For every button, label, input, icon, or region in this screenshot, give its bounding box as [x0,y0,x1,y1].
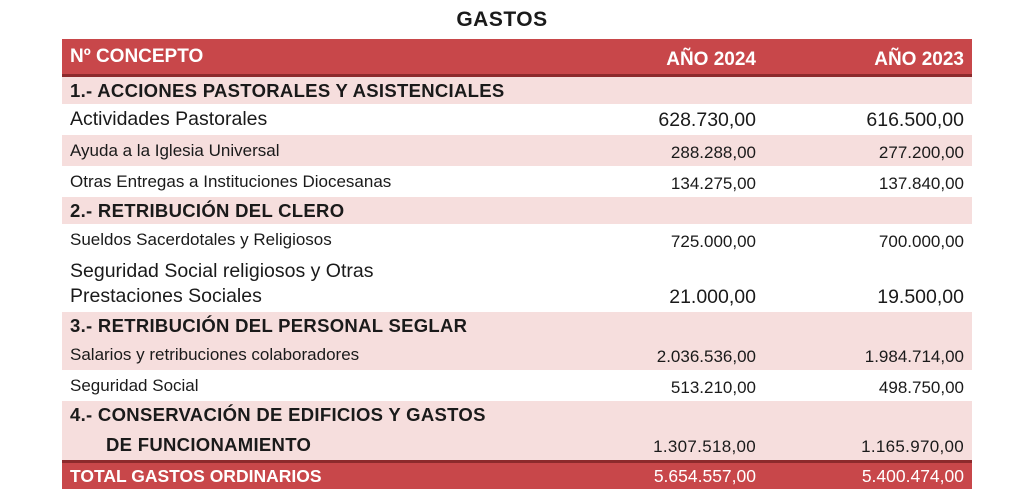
row-value-2023: 498.750,00 [764,370,972,401]
table-row [62,370,972,401]
row-value-2024: 2.036.536,00 [614,339,764,370]
table-row [62,255,972,312]
table-row [62,166,972,197]
row-value-2023: 19.500,00 [764,255,972,312]
row-concept: Seguridad Social [62,370,614,401]
row-concept-line2: Prestaciones Sociales [70,285,262,307]
table-row [62,224,972,255]
column-header-2024: AÑO 2024 [614,39,764,76]
table-header-row [62,39,972,76]
row-value-2023: 137.840,00 [764,166,972,197]
section-label: 1.- ACCIONES PASTORALES Y ASISTENCIALES [62,76,614,105]
section-label-line2: DE FUNCIONAMIENTO [62,429,614,462]
row-value-2024: 288.288,00 [614,135,764,166]
row-value-2024: 628.730,00 [614,104,764,135]
row-concept: Otras Entregas a Instituciones Diocesanas [62,166,614,197]
row-value-2023: 277.200,00 [764,135,972,166]
row-concept: Actividades Pastorales [62,104,614,135]
row-value-2023: 616.500,00 [764,104,972,135]
row-concept: Salarios y retribuciones colaboradores [62,339,614,370]
row-value-2023: 1.984.714,00 [764,339,972,370]
section-label: 3.- RETRIBUCIÓN DEL PERSONAL SEGLAR [62,312,614,339]
row-concept [62,255,614,312]
row-value-2023: 1.165.970,00 [764,429,972,462]
section-label: 2.- RETRIBUCIÓN DEL CLERO [62,197,614,224]
section-row [62,76,972,105]
row-concept: Ayuda a la Iglesia Universal [62,135,614,166]
total-value-2023: 5.400.474,00 [764,462,972,490]
table-row [62,339,972,370]
section-row [62,197,972,224]
row-value-2024: 725.000,00 [614,224,764,255]
total-value-2024: 5.654.557,00 [614,462,764,490]
section-row [62,401,972,429]
table-row [62,429,972,462]
expenses-table [62,39,972,489]
column-header-2023: AÑO 2023 [764,39,972,76]
row-value-2024: 1.307.518,00 [614,429,764,462]
total-row [62,462,972,490]
page-title: GASTOS [456,8,548,31]
row-value-2024: 134.275,00 [614,166,764,197]
column-header-concept: Nº CONCEPTO [62,39,614,76]
row-value-2024: 513.210,00 [614,370,764,401]
row-concept-line1: Seguridad Social religiosos y Otras [70,260,374,282]
row-concept: Sueldos Sacerdotales y Religiosos [62,224,614,255]
total-label: TOTAL GASTOS ORDINARIOS [62,462,614,490]
row-value-2024: 21.000,00 [614,255,764,312]
section-label-line1: 4.- CONSERVACIÓN DE EDIFICIOS Y GASTOS [62,401,614,429]
table-row [62,104,972,135]
row-value-2023: 700.000,00 [764,224,972,255]
section-row [62,312,972,339]
table-row [62,135,972,166]
